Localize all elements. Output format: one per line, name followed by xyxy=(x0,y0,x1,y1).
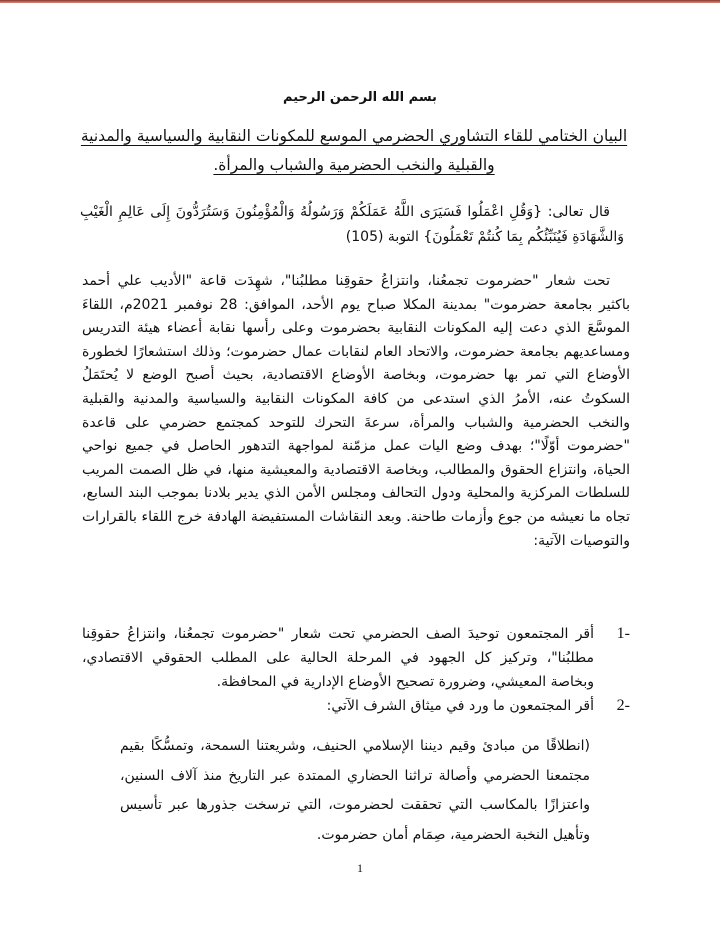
document-title: البيان الختامي للقاء التشاوري الحضرمي الموسع للمكونات النقابية والسياسية والمدنية والقبلية والنخب الحضرمية والشباب والمرأة. xyxy=(80,127,628,174)
quran-verse: قال تعالى: {وَقُلِ اعْمَلُوا فَسَيَرَى اللَّهُ عَمَلَكُمْ وَرَسُولُهُ وَالْمُؤْمِنُونَ وَسَتُرَدُّونَ إِلَى عَالِمِ الْغَيْبِ وَالشَّهَادَةِ فَيُنَبِّئُكُم بِمَا كُنتُمْ تَعْمَلُونَ} التوبة (105) xyxy=(80,204,624,245)
resolution-number: 1- xyxy=(616,625,630,642)
page-number: 1 xyxy=(357,861,363,875)
resolution-text: أقر المجتمعون ما ورد في ميثاق الشرف الآتي: xyxy=(326,698,594,714)
resolution-text: أقر المجتمعون توحيدَ الصف الحضرمي تحت شعار "حضرموت تجمعُنا، وانتزاعُ حقوقِنا مطلبُنا"، وتركيز كل الجهود في المرحلة الحالية على المطلب الحقوقي الاقتصادي، وبخاصة المعيشي، وضرورة تصحيح الأوضاع الإدارية في المحافظة. xyxy=(82,626,594,690)
resolution-number: 2- xyxy=(616,697,630,714)
intro-paragraph: تحت شعار "حضرموت تجمعُنا، وانتزاعُ حقوقِنا مطلبُنا"، شهِدَت قاعة "الأديب علي أحمد باكثير بجامعة حضرموت" بمدينة المكلا صباح يوم الأحد، الموافق: 28 نوفمبر 2021م، اللقاءَ الموسَّعَ الذي دعت إليه المكونات النقابية بحضرموت وعلى رأسها نقابة أعضاء هيئة التدريس ومساعديهم بجامعة حضرموت، والاتحاد العام لنقابات عمال حضرموت؛ وذلك استشعارًا لخطورة الأوضاع التي تمر بها حضرموت، وبخاصة الأوضاع الاقتصادية، بحيث أصبح الوضع لا يُحتَمَلُ السكوتُ عنه، الأمرُ الذي استدعى من كافة المكونات النقابية والسياسية والمدنية والقبلية والنخب الحضرمية والشباب والمرأة، سرعةَ التحرك للتوحد كمجتمع حضرمي على قاعدة "حضرموت أوّلًا"؛ بهدف وضع اليات عمل مزمّنة لمواجهة التدهور الحاصل في جميع نواحي الحياة، وانتزاع الحقوق والمطالب، وبخاصة الاقتصادية والمعيشية منها، في ظل الصمت المريب للسلطات المركزية والمحلية ودول التحالف ومجلس الأمن الذي يدير بلادنا بموجب البند السابع، تجاه ما نعيشه من جوع وأزمات طاحنة. وبعد النقاشات المستفيضة الهادفة خرج اللقاء بالقرارات والتوصيات الآتية: xyxy=(82,273,631,549)
basmala-heading: بسم الله الرحمن الرحيم xyxy=(283,90,437,105)
charter-text: (انطلاقًا من مبادئ وقيم ديننا الإسلامي الحنيف، وشريعتنا السمحة، وتمسُّكًا بقيم مجتمعنا الحضرمي وأصالة تراثنا الحضاري الممتدة عبر التاريخ منذ آلاف السنين، واعتزازًا بالمكاسب التي تحققت لحضرموت، التي ترسخت جذورها عبر تأسيس وتأهيل النخبة الحضرمية، صِمَام أمان حضرموت. xyxy=(120,738,590,843)
resolution-item xyxy=(82,622,630,694)
resolution-item xyxy=(82,694,630,718)
resolutions-list xyxy=(82,622,630,718)
